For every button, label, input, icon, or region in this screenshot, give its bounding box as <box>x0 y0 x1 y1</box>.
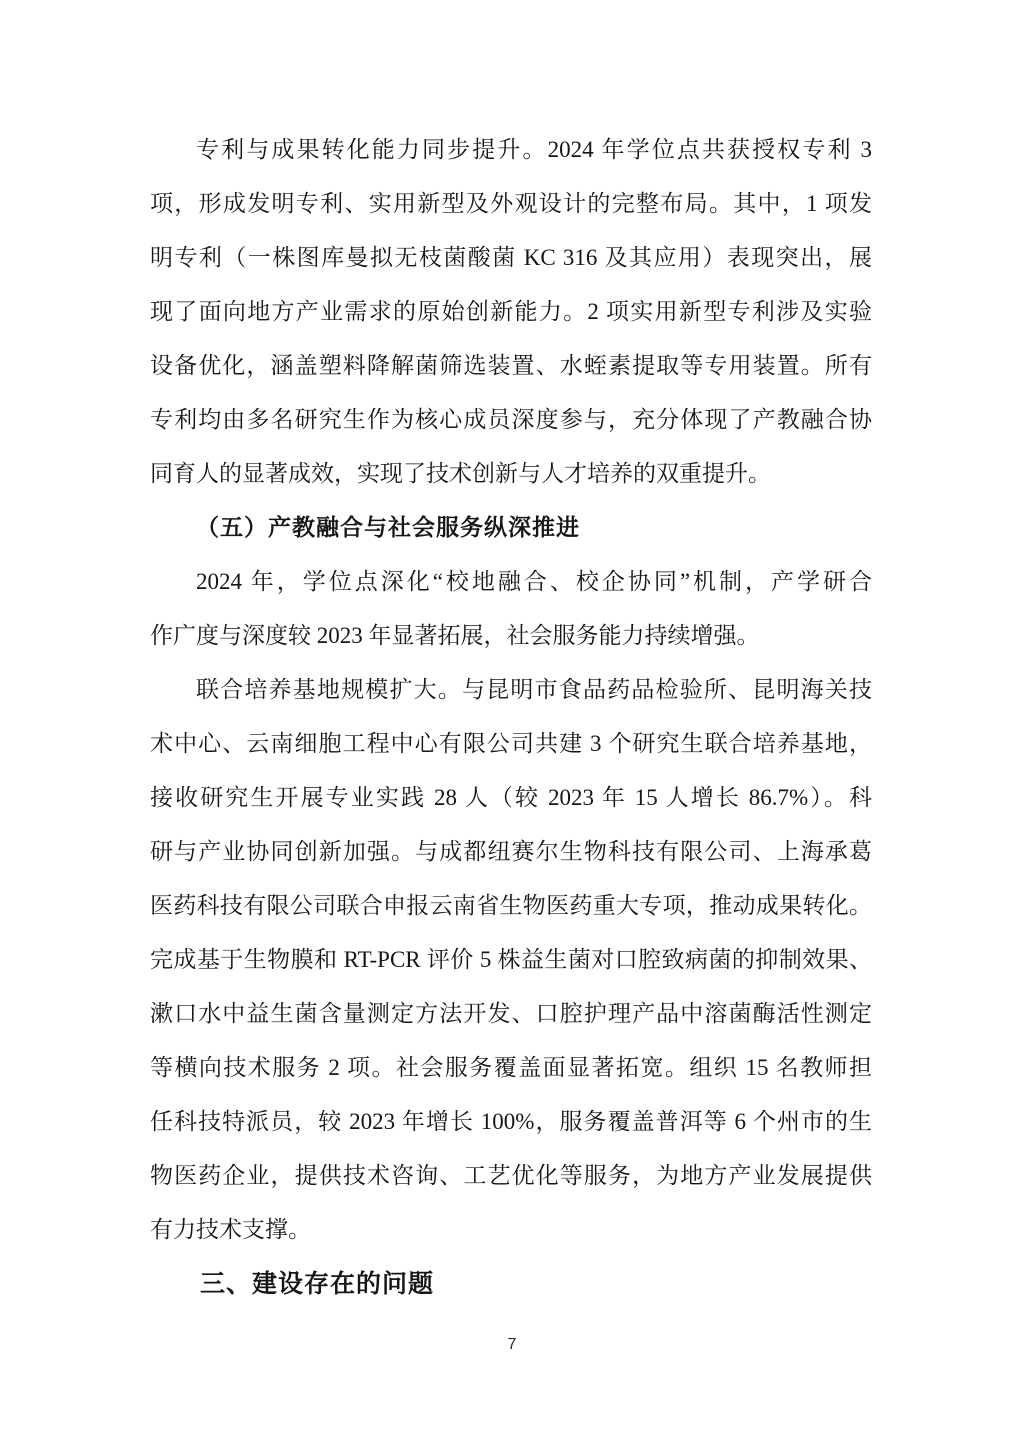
body-line: 项，形成发明专利、实用新型及外观设计的完整布局。其中，1 项发 <box>150 191 872 216</box>
body-line: 联合培养基地规模扩大。与昆明市食品药品检验所、昆明海关技 <box>196 677 872 702</box>
page-footer <box>0 1336 1024 1354</box>
body-line: 术中心、云南细胞工程中心有限公司共建 3 个研究生联合培养基地， <box>150 731 872 756</box>
page-content <box>150 123 872 1311</box>
body-line: 任科技特派员，较 2023 年增长 100%，服务覆盖普洱等 6 个州市的生 <box>150 1109 872 1134</box>
body-line: 接收研究生开展专业实践 28 人（较 2023 年 15 人增长 86.7%）。科 <box>150 785 872 810</box>
body-line: 2024 年，学位点深化“校地融合、校企协同”机制，产学研合 <box>196 569 872 594</box>
body-line: 物医药企业，提供技术咨询、工艺优化等服务，为地方产业发展提供 <box>150 1163 872 1188</box>
body-line: 专利均由多名研究生作为核心成员深度参与，充分体现了产教融合协 <box>150 407 872 432</box>
body-line: 有力技术支撑。 <box>150 1217 311 1242</box>
body-line: 专利与成果转化能力同步提升。2024 年学位点共获授权专利 3 <box>196 137 872 162</box>
body-line: 漱口水中益生菌含量测定方法开发、口腔护理产品中溶菌酶活性测定 <box>150 1001 872 1026</box>
body-line: 医药科技有限公司联合申报云南省生物医药重大专项，推动成果转化。 <box>150 893 872 918</box>
body-line: 同育人的显著成效，实现了技术创新与人才培养的双重提升。 <box>150 461 771 486</box>
page-number: 7 <box>507 1336 517 1353</box>
body-line: 作广度与深度较 2023 年显著拓展，社会服务能力持续增强。 <box>150 623 760 648</box>
body-line: 明专利（一株图库曼拟无枝菌酸菌 KC 316 及其应用）表现突出，展 <box>150 245 872 270</box>
section-heading-5: （五）产教融合与社会服务纵深推进 <box>196 515 580 540</box>
body-line: 研与产业协同创新加强。与成都纽赛尔生物科技有限公司、上海承葛 <box>150 839 872 864</box>
body-line: 完成基于生物膜和 RT-PCR 评价 5 株益生菌对口腔致病菌的抑制效果、 <box>150 947 872 972</box>
body-line: 等横向技术服务 2 项。社会服务覆盖面显著拓宽。组织 15 名教师担 <box>150 1055 872 1080</box>
body-line: 现了面向地方产业需求的原始创新能力。2 项实用新型专利涉及实验 <box>150 299 872 324</box>
body-line: 设备优化，涵盖塑料降解菌筛选装置、水蛭素提取等专用装置。所有 <box>150 353 872 378</box>
section-heading-3: 三、建设存在的问题 <box>200 1270 435 1298</box>
